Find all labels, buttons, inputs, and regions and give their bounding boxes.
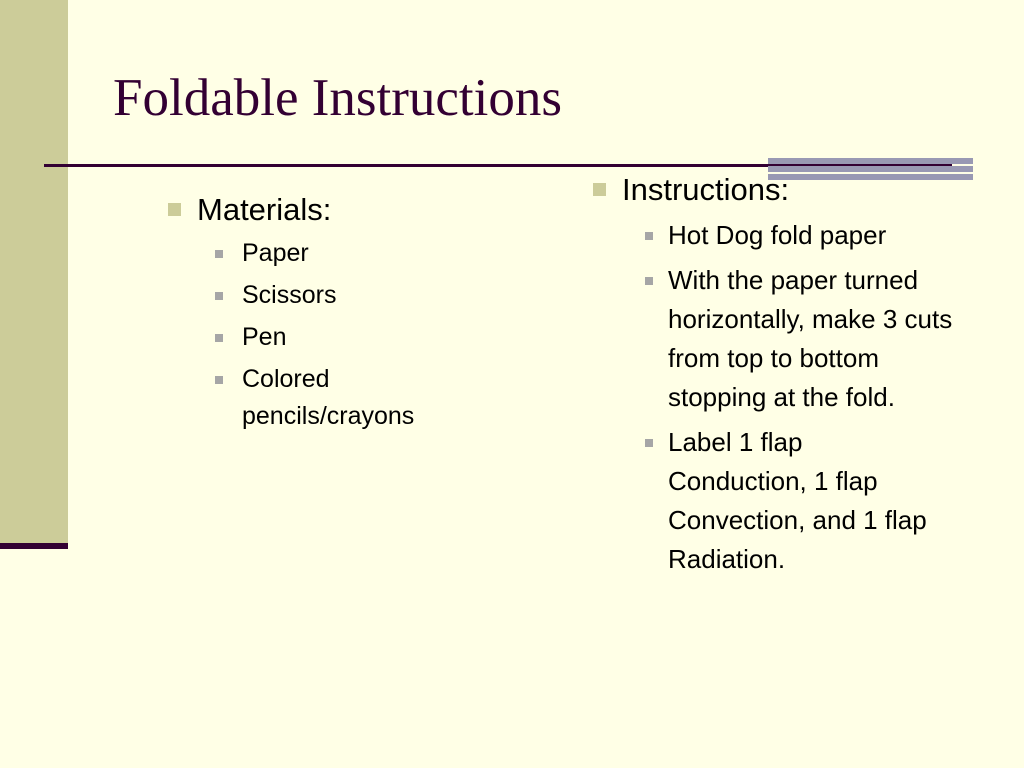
instructions-list (593, 216, 958, 579)
list-item (168, 319, 528, 356)
materials-column (168, 190, 528, 435)
materials-item-paper: Paper (242, 239, 309, 267)
square-bullet-icon (593, 183, 606, 196)
small-square-bullet-icon (645, 277, 653, 285)
small-square-bullet-icon (215, 334, 223, 342)
instructions-column (593, 170, 983, 579)
small-square-bullet-icon (215, 292, 223, 300)
small-square-bullet-icon (215, 250, 223, 258)
left-decorative-band (0, 0, 68, 544)
small-square-bullet-icon (645, 232, 653, 240)
accent-bar (768, 158, 973, 164)
list-item (593, 423, 948, 579)
small-square-bullet-icon (645, 439, 653, 447)
small-square-bullet-icon (215, 376, 223, 384)
instructions-step-1: Hot Dog fold paper (668, 220, 887, 250)
materials-heading: Materials: (197, 192, 332, 227)
list-item (168, 277, 528, 314)
materials-item-pen: Pen (242, 323, 287, 351)
materials-item-colored-pencils: Colored pencils/crayons (242, 365, 415, 430)
materials-heading-item (168, 190, 528, 230)
instructions-heading-item (593, 170, 983, 210)
left-band-footer-rule (0, 543, 68, 549)
materials-item-scissors: Scissors (242, 281, 337, 309)
square-bullet-icon (168, 203, 181, 216)
instructions-step-2: With the paper turned horizontally, make 3 cuts from top to bottom stopping at the fold. (668, 265, 953, 412)
instructions-step-3: Label 1 flap Conduction, 1 flap Convection, and 1 flap Radiation. (668, 427, 927, 574)
instructions-heading: Instructions: (622, 172, 790, 207)
list-item (593, 216, 958, 255)
list-item (593, 261, 953, 417)
slide-title: Foldable Instructions (113, 69, 562, 127)
list-item (168, 361, 472, 435)
list-item (168, 235, 528, 272)
materials-list (168, 235, 528, 435)
